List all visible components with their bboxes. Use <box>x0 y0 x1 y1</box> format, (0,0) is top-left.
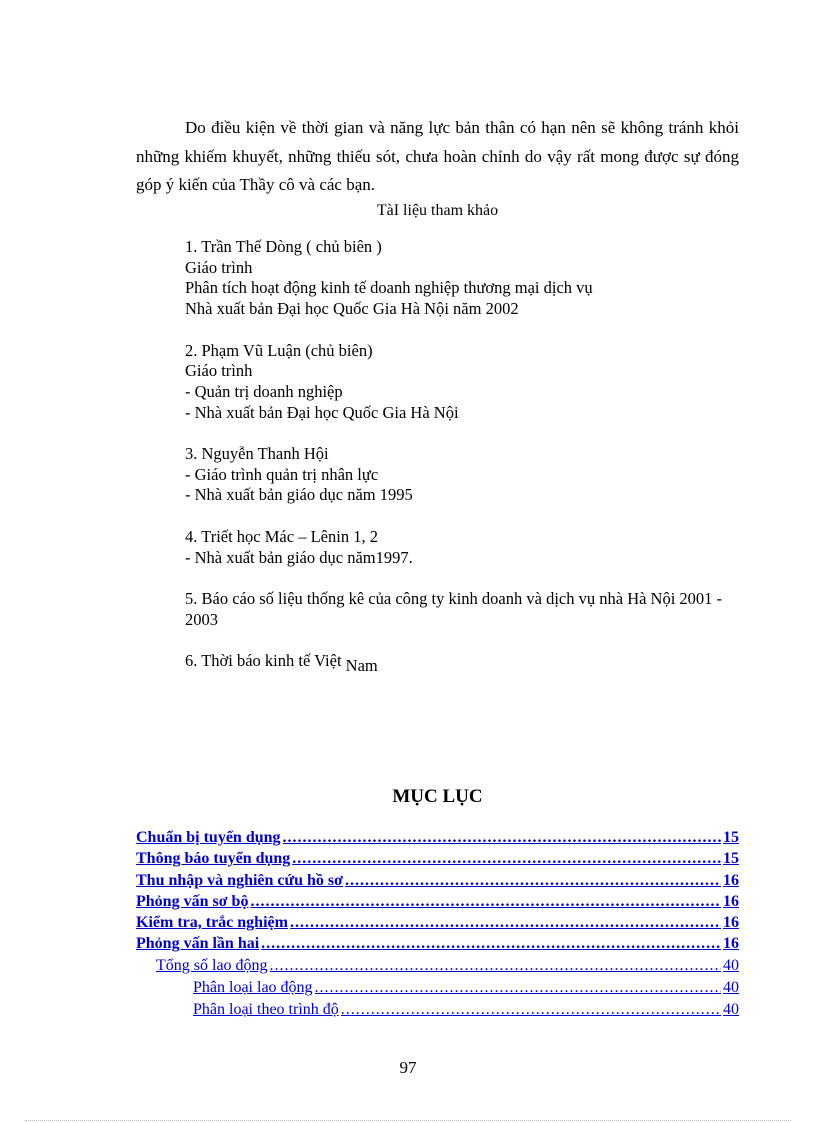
reference-line: 5. Báo cáo số liệu thống kê của công ty kinh doanh và dịch vụ nhà Hà Nội 2001 - 2003 <box>185 588 723 629</box>
reference-line: Giáo trình <box>185 257 253 277</box>
toc-dot-leader <box>292 850 721 868</box>
toc-title: MỤC LỤC <box>392 786 483 807</box>
toc-entry-title: Phân loại theo trình độ <box>193 1000 339 1018</box>
toc-entry-page: 40 <box>723 1000 739 1018</box>
page-number: 97 <box>399 1058 417 1077</box>
toc-dot-leader <box>315 979 721 997</box>
references-title: TàI liệu tham khảo <box>376 202 499 219</box>
reference-line: 3. Nguyễn Thanh Hội <box>185 444 329 463</box>
reference-line: - Quản trị doanh nghiệp <box>185 381 343 401</box>
toc-entry-link[interactable] <box>136 935 739 956</box>
toc-entry-link[interactable] <box>136 872 739 893</box>
table-of-contents <box>136 829 739 1023</box>
toc-dot-leader <box>270 957 721 975</box>
reference-item <box>185 589 745 630</box>
toc-entry-page: 16 <box>723 892 739 910</box>
reference-line: Nhà xuất bản Đại học Quốc Gia Hà Nội năm 2002 <box>185 299 519 319</box>
reference-item <box>185 527 745 568</box>
toc-entry-link[interactable] <box>136 829 739 850</box>
references-list <box>185 237 745 692</box>
reference-line <box>185 650 745 675</box>
toc-entry-title: Tổng số lao động <box>156 956 268 974</box>
toc-entry-page: 16 <box>723 871 739 889</box>
reference-text-tail: Nam <box>345 655 378 675</box>
toc-entry-title: Phân loại lao động <box>193 978 313 996</box>
reference-text: 6. Thời báo kinh tế Việt <box>185 650 342 670</box>
toc-entry-page: 16 <box>723 935 739 953</box>
reference-item <box>185 650 745 675</box>
intro-paragraph: Do điều kiện về thời gian và năng lực bản thân có hạn nên sẽ không tránh khỏi những khiếm khuyết, những thiếu sót, chưa hoàn chỉnh do vậy rất mong được sự đóng góp ý kiến của Thầy cô và các bạn. <box>136 118 739 194</box>
toc-entry-page: 40 <box>723 978 739 996</box>
toc-dot-leader <box>261 935 721 953</box>
toc-entry-title: Chuẩn bị tuyển dụng <box>136 829 281 846</box>
toc-entry-title: Thông báo tuyển dụng <box>136 850 291 868</box>
reference-line: Giáo trình <box>185 361 253 381</box>
toc-entry-link[interactable] <box>136 850 739 871</box>
toc-dot-leader <box>290 914 721 932</box>
reference-line: Phân tích hoạt động kinh tế doanh nghiệp thương mại dịch vụ <box>185 278 593 298</box>
toc-entry-title: Phỏng vấn sơ bộ <box>136 892 249 910</box>
reference-item <box>185 237 745 320</box>
toc-dot-leader <box>345 872 721 890</box>
reference-item <box>185 341 745 424</box>
toc-entry-link[interactable] <box>136 957 739 979</box>
reference-line: - Giáo trình quản trị nhân lực <box>185 464 379 484</box>
toc-entry-link[interactable] <box>136 1001 739 1023</box>
toc-entry-page: 15 <box>723 850 739 868</box>
toc-entry-title: Phỏng vấn lần hai <box>136 935 260 953</box>
reference-line: 4. Triết học Mác – Lênin 1, 2 <box>185 526 378 546</box>
toc-entry-link[interactable] <box>136 979 739 1001</box>
page-footer-divider <box>25 1120 791 1121</box>
toc-entry-title: Thu nhập và nghiên cứu hồ sơ <box>136 871 343 889</box>
reference-line: - Nhà xuất bản Đại học Quốc Gia Hà Nội <box>185 402 459 422</box>
toc-dot-leader <box>283 829 721 847</box>
reference-line: 1. Trần Thế Dòng ( chủ biên ) <box>185 237 382 256</box>
toc-dot-leader <box>250 893 721 911</box>
reference-item <box>185 444 745 506</box>
toc-entry-page: 40 <box>723 956 739 974</box>
reference-line: - Nhà xuất bản giáo dục năm 1995 <box>185 485 413 505</box>
toc-entry-link[interactable] <box>136 914 739 935</box>
toc-entry-page: 15 <box>723 829 739 846</box>
toc-entry-page: 16 <box>723 914 739 932</box>
reference-line: - Nhà xuất bản giáo dục năm1997. <box>185 547 413 567</box>
toc-entry-link[interactable] <box>136 893 739 914</box>
toc-dot-leader <box>341 1001 721 1019</box>
toc-entry-title: Kiểm tra, trắc nghiệm <box>136 914 288 932</box>
reference-line: 2. Phạm Vũ Luận (chủ biên) <box>185 340 373 360</box>
